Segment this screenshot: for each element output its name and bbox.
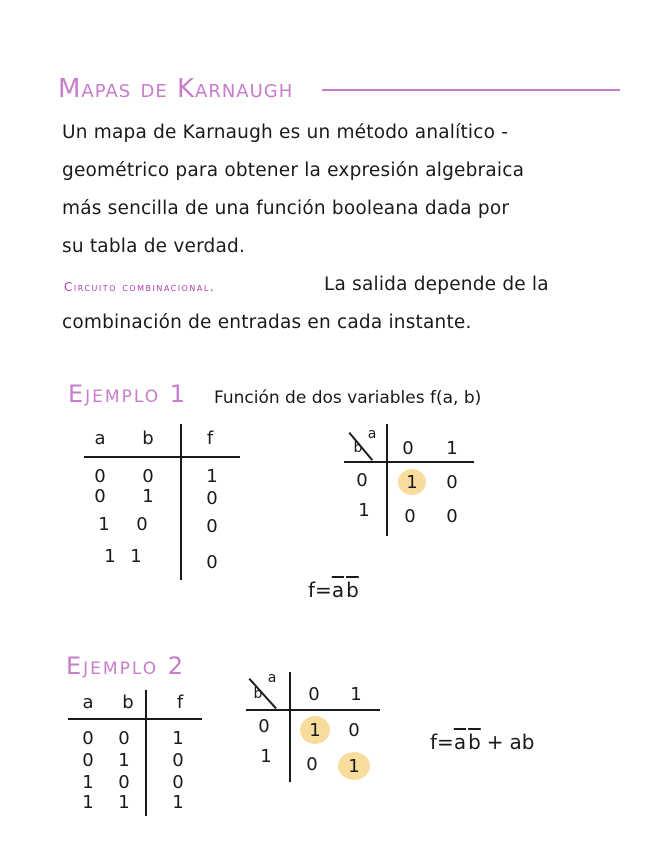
kmap1-corner-a: a (367, 426, 377, 442)
tt1-r3-f: 0 (206, 552, 218, 573)
tt2-vertical-rule (145, 690, 147, 816)
tt2-r2-b: 0 (118, 772, 130, 793)
intro-line-2: geométrico para obtener la expresión algebraica (62, 160, 525, 181)
example1-subtitle: Función de dos variables f(a, b) (214, 388, 482, 408)
tt1-r2-f: 0 (206, 516, 218, 537)
formula1-lhs: f= (308, 578, 332, 602)
kmap1-header-rule (344, 461, 474, 463)
tt1-r2-b: 0 (136, 514, 148, 535)
kmap1-corner-b: b (353, 440, 363, 456)
tt1-vertical-rule (180, 424, 182, 580)
tt2-header-b: b (122, 692, 134, 713)
tt2-r0-f: 1 (172, 728, 184, 749)
tt2-r1-b: 1 (118, 750, 130, 771)
kmap2-cell-01: 0 (348, 720, 360, 741)
kmap1-row-0: 0 (356, 470, 368, 491)
tt1-r3-a: 1 (104, 546, 116, 567)
intro-line-3: más sencilla de una función booleana dada por (62, 198, 510, 219)
tt1-header-rule (84, 456, 240, 458)
tt2-header-f: f (176, 692, 184, 713)
kmap1-cell-01: 0 (446, 472, 458, 493)
example1-formula (308, 578, 359, 602)
tt1-header-f: f (206, 428, 214, 449)
circuit-line-1: La salida depende de la (324, 274, 549, 295)
formula1-term-a: $\overline{a}$ (331, 578, 345, 602)
kmap2-col-1: 1 (350, 684, 362, 705)
kmap2-row-0: 0 (258, 716, 270, 737)
tt2-r3-f: 1 (172, 792, 184, 813)
kmap2-cell-11: 1 (348, 756, 360, 777)
formula2-plus: + (486, 730, 504, 754)
intro-line-1: Un mapa de Karnaugh es un método analítico - (62, 122, 509, 143)
kmap1-col-0: 0 (402, 438, 414, 459)
circuit-label: Circuito combinacional. (64, 280, 216, 294)
formula2-lhs: f= (430, 730, 454, 754)
circuit-line-2: combinación de entradas en cada instante. (62, 312, 472, 333)
kmap1-cell-10: 0 (404, 506, 416, 527)
kmap1-row-1: 1 (358, 500, 370, 521)
formula2-term-b: $\overline{b}$ (468, 730, 481, 754)
kmap1-vertical-rule (386, 424, 388, 536)
kmap2-cell-10: 0 (306, 754, 318, 775)
kmap1-col-1: 1 (446, 438, 458, 459)
tt2-r1-f: 0 (172, 750, 184, 771)
tt1-r3-b: 1 (130, 546, 142, 567)
kmap2-cell-00: 1 (309, 720, 321, 741)
example2-formula (430, 730, 535, 754)
kmap2-corner-b: b (253, 686, 263, 702)
kmap1-cell-11: 0 (446, 506, 458, 527)
tt2-r2-a: 1 (82, 772, 94, 793)
kmap2-header-rule (246, 709, 380, 711)
kmap2-row-1: 1 (260, 746, 272, 767)
tt2-r3-a: 1 (82, 792, 94, 813)
formula2-term-ab: ab (509, 730, 535, 754)
tt1-r2-a: 1 (98, 514, 110, 535)
kmap2-vertical-rule (289, 672, 291, 782)
tt1-r0-f: 1 (206, 466, 218, 487)
tt1-r1-a: 0 (94, 486, 106, 507)
tt2-r1-a: 0 (82, 750, 94, 771)
formula2-term-a: $\overline{a}$ (453, 730, 467, 754)
title-divider (322, 89, 620, 91)
tt2-r0-a: 0 (82, 728, 94, 749)
tt2-r2-f: 0 (172, 772, 184, 793)
tt1-r0-a: 0 (94, 466, 106, 487)
tt1-r0-b: 0 (142, 466, 154, 487)
tt2-header-a: a (82, 692, 94, 713)
tt2-header-rule (68, 718, 202, 720)
example1-title: Ejemplo 1 (68, 380, 187, 408)
kmap2-corner-a: a (267, 670, 277, 686)
intro-line-4: su tabla de verdad. (62, 236, 246, 257)
example2-title: Ejemplo 2 (66, 652, 185, 680)
kmap1-cell-00: 1 (406, 472, 418, 493)
tt1-header-a: a (94, 428, 106, 449)
kmap2-col-0: 0 (308, 684, 320, 705)
formula1-term-b: $\overline{b}$ (346, 578, 359, 602)
page-title: Mapas de Karnaugh (58, 74, 294, 104)
tt1-r1-b: 1 (142, 486, 154, 507)
tt1-header-b: b (142, 428, 154, 449)
tt1-r1-f: 0 (206, 488, 218, 509)
tt2-r3-b: 1 (118, 792, 130, 813)
tt2-r0-b: 0 (118, 728, 130, 749)
